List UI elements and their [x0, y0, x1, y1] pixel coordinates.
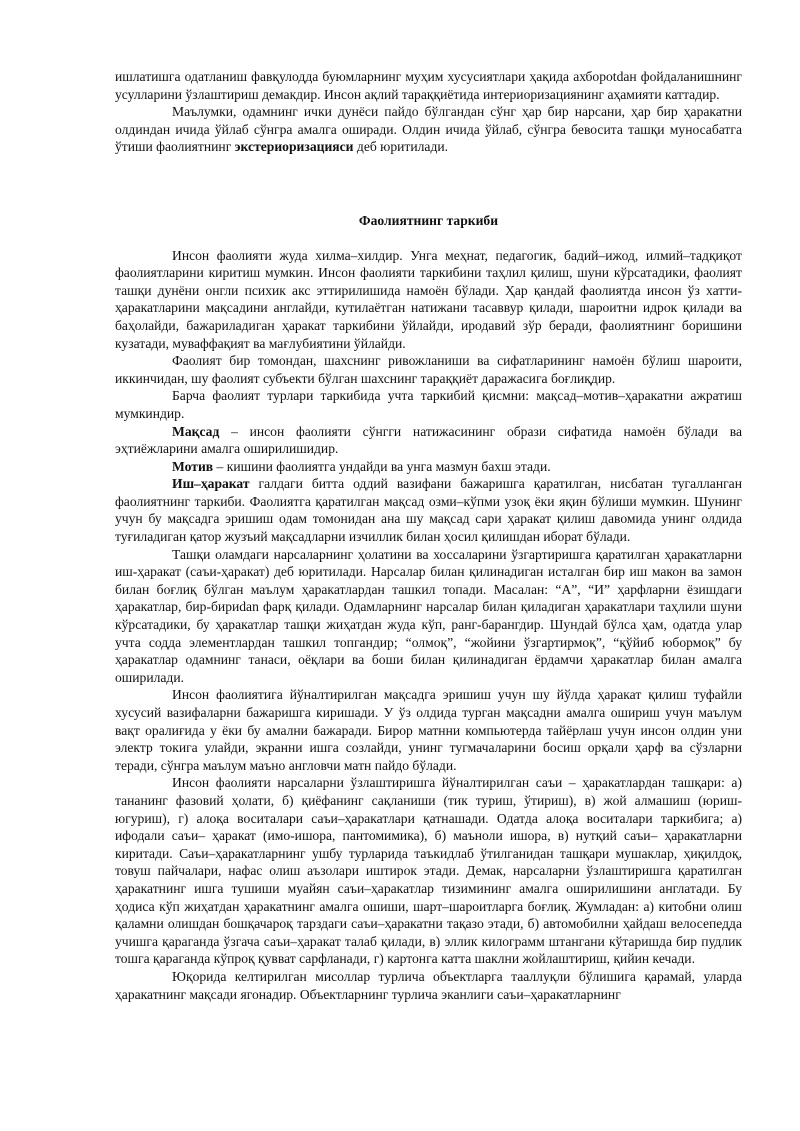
section-heading: Фаолиятнинг таркиби — [358, 212, 499, 228]
motive-term: Мотив — [172, 458, 214, 474]
intro-paragraph-2-text: Маълумки, одамнинг ички дунёси пайдо бўлгандан сўнг ҳар бир нарсани, ҳар бир ҳаракатни олдиндан ичида ўйлаб сўнгра амалга оширади. Олдин ичида ўйлаб, сўнгра бевосита ташқи муносабатга ўтиши фаолиятнинг — [115, 104, 742, 155]
intro-paragraph-2 — [115, 103, 742, 156]
document-page — [115, 68, 742, 1003]
action-definition: галдаги битта оддий вазифани бажаришга қаратилган, нисбатан тугалланган фаолиятнинг таркиби. Фаолиятга қаратилган мақсад озми–кўпми узоқ ёки яқин бўлиши мумкин. Шунинг учун бу мақсадга эришиш одам томонидан ана шу мақсад сари ҳаракат қилиш давомида унинг олдида туғиладиган қатор жузъий мақсадларни изчиллик билан ҳосил қилишдан иборат бўлади. — [115, 476, 742, 545]
motive-definition: – кишини фаолиятга ундайди ва унга мазмун бахш этади. — [213, 458, 551, 474]
paragraph-movement-types: Инсон фаолияти нарсаларни ўзлаштиришга йўналтирилган саъи – ҳаракатлардан ташқари: а) тананинг фазовий ҳолати, б) қиёфанинг сақланиши (тик туриш, ўтириш), в) жой алмашиш (юриш-югуриш), г) алоқа воситалари саъи–ҳаракатлари қатнашади. Одатда алоқа воситалари таркибига; а) ифодали саъи– ҳаракат (имо-ишора, пантомимика), б) маъноли ишора, в) нутқий саъи– ҳаракатларни киритади. Саъи–ҳаракатларнинг ушбу турларида таъкидлаб ўтилганидан ташқари мушаклар, ҳиқилдоқ, товуш пайчалари, нафас олиш аъзолари иштирок этади. Демак, нарсаларни ўзлаштиришга қаратилган ҳаракатнинг ишга тушиши муайян саъи–ҳаракатлар тизимининг амалга оширилишини англатади. Бу ҳодиса кўп жиҳатдан ҳаракатнинг амалга ошиши, шарт–шароитларга боғлиқ. Жумладан: а) китобни олиш қаламни олишдан бошқачароқ тарздаги саъи–ҳаракатни тақазо этади, б) автомобилни ҳайдаш велосепедда учишга қараганда ўзгача саъи–ҳаракат талаб қилади, в) эллик килограмм штангани кўтаришда бир пудлик тошга қараганда кўпроқ қувват сарфланади, г) картонга катта шаклни жойлаштириш, қийин кечади. — [115, 775, 742, 967]
paragraph-activity-diversity: Инсон фаолияти жуда хилма–хилдир. Унга меҳнат, педагогик, бадий–ижод, илмий–тадқиқот фаолиятларини киритиш мумкин. Инсон фаолияти таркибини таҳлил қилиш, шуни кўрсатадики, фаолият ташқи дунёни онгли психик акс эттирилишида намоён бўлади. Ҳар қандай фаолиятда инсон ўз хатти-ҳаракатларини мақсадини англайди, кутилаётган натижани тасаввур қилади, шароитни идрок қилади ва баҳолайди, бажариладиган ҳаракат таркибини ўйлайди, иродавий зўр беради, фаолиятнинг боришини кузатади, муваффақият ва мағлубиятини ўйлайди. — [115, 247, 742, 351]
paragraph-goal — [115, 423, 742, 458]
paragraph-activity-conditions: Фаолият бир томондан, шахснинг ривожланиши ва сифатларининг намоён бўлиш шароити, иккинчидан, шу фаолият субъекти бўлган шахснинг тараққиёт даражасига боғлиқдир. — [115, 353, 742, 386]
action-term: Иш–ҳаракат — [172, 476, 250, 492]
goal-definition: – инсон фаолияти сўнгги натижасининг образи сифатида намоён бўлади ва эҳтиёжларини амалга оширилишидир. — [115, 423, 742, 457]
paragraph-three-components: Барча фаолият турлари таркибида учта таркибий қисмни: мақсад–мотив–ҳаракатни ажратиш мумкиндир. — [115, 388, 742, 421]
exteriorization-term: экстериоризацияси — [234, 139, 354, 155]
paragraph-computer-example: Инсон фаолиятига йўналтирилган мақсадга эришиш учун шу йўлда ҳаракат қилиш туфайли хусусий вазифаларни бажаришга киришади. У ўз олдида турган мақсадни амалга ошириш учун маълум вақт оралиғида у ёки бу амални бажаради. Бирор матнни компьютерда тайёрлаш учун инсон олдин уни электр токига улайди, экранни ишга созлайди, унинг тугмачаларини босиш орқали ҳарф ва сўзларни теради, сўнгра маълум маъно англовчи матн пайдо бўлади. — [115, 687, 742, 773]
intro-paragraph-1: ишлатишга одатланиш фавқулодда буюмларнинг муҳим хусусиятлари ҳақида ахбороtdан фойдаланишнинг усулларини ўзлаштириш демакдир. Инсон ақлий тараққиётида интериоризациянинг аҳамияти каттадир. — [115, 69, 742, 102]
paragraph-action — [115, 475, 742, 545]
paragraph-external-actions: Ташқи оламдаги нарсаларнинг ҳолатини ва хоссаларини ўзгартиришга қаратилган ҳаракатларни иш-ҳаракат (саъи-ҳаракат) деб юритилади. Нарсалар билан қилинадиган исталган бир иш макон ва замон билан боғлиқ бўлган маълум ҳаракатлардан ташкил топади. Масалан: “А”, “И” ҳарфларни ёзишдаги ҳаракатлар, бир-бириdan фарқ қилади. Одамларнинг нарсалар билан қиладиган ҳаракатлари таҳлили шуни кўрсатадики, бу ҳаракатлар ташқи жиҳатдан жуда кўп, ранг-барангдир. Шундай бўлса ҳам, одатда улар учта содда элементлардан ташкил топгандир; “олмоқ”, “жойини ўзгартирмоқ”, “қўйиб юбормоқ” бу ҳаракатлар одамнинг танаси, оёқлари ва боши билан қилинадиган ёрдамчи ҳаракатлар билан амалга оширилади. — [115, 546, 742, 685]
goal-term: Мақсад — [172, 423, 220, 439]
paragraph-examples-conclusion: Юқорида келтирилган мисоллар турлича объектларга тааллуқли бўлишига қарамай, уларда ҳаракатнинг мақсади ягонадир. Объектларнинг турлича эканлиги саъи–ҳаракатларнинг — [115, 968, 742, 1002]
intro-paragraph-2-tail: деб юритилади. — [353, 139, 449, 155]
paragraph-motive — [115, 458, 742, 476]
